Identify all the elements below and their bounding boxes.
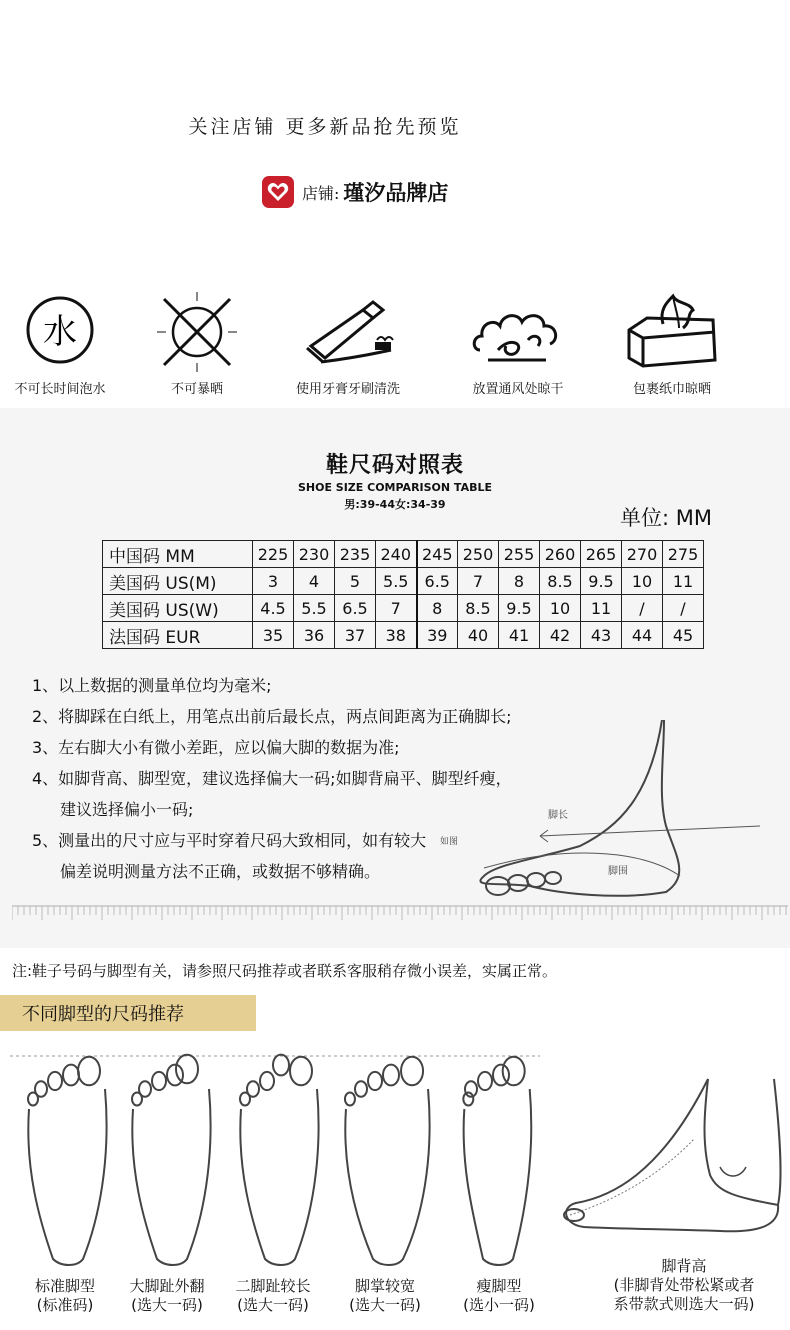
foot-type-advice: (选小一码) (463, 1296, 535, 1314)
size-row-label: 法国码 EUR (103, 622, 253, 649)
care-label: 使用牙膏牙刷清洗 (295, 382, 400, 397)
size-cell: 6.5 (417, 568, 458, 595)
shop-name: 瑾汐品牌店 (343, 181, 449, 205)
foot-type-bunion-label (112, 1277, 222, 1315)
size-chart-title: 鞋尺码对照表 (325, 453, 464, 478)
size-chart-unit: 单位: MM (620, 506, 712, 530)
foot-outline-illustration (234, 1049, 324, 1269)
foot-type-name: 脚背高 (661, 1257, 707, 1275)
heart-logo-icon (262, 176, 294, 208)
size-cell: 7 (376, 595, 417, 622)
size-cell: 8 (499, 568, 540, 595)
note-line: 5、测量出的尺寸应与平时穿着尺码大致相同，如有较大 (32, 831, 427, 850)
note-line: 4、如脚背高、脚型宽，建议选择偏大一码;如脚背扁平、脚型纤瘦， (32, 769, 512, 788)
shop-prefix-label: 店铺: (302, 183, 340, 203)
size-cell: 245 (417, 541, 458, 568)
size-cell: 235 (335, 541, 376, 568)
size-cell: 8.5 (458, 595, 499, 622)
foot-measure-diagram (440, 716, 785, 901)
foot-types-gallery (0, 1045, 790, 1330)
size-table-row (103, 541, 704, 568)
foot-type-advice: (非脚背处带松紧或者 (613, 1276, 755, 1294)
size-cell: 44 (622, 622, 663, 649)
shop-link[interactable] (262, 176, 448, 208)
foot-type-name: 瘦脚型 (476, 1277, 522, 1295)
foot-type-advice: (选大一码) (349, 1296, 421, 1314)
size-cell: 37 (335, 622, 376, 649)
size-cell: 5.5 (294, 595, 335, 622)
water-icon-text: 水 (43, 312, 77, 352)
size-cell: / (622, 595, 663, 622)
foot-type-advice: (选大一码) (131, 1296, 203, 1314)
size-cell: 4 (294, 568, 335, 595)
size-row-label: 中国码 MM (103, 541, 253, 568)
care-item-water (0, 288, 130, 397)
foot-type-name: 大脚趾外翻 (129, 1277, 205, 1295)
care-item-sun (127, 288, 267, 397)
care-label: 不可长时间泡水 (14, 382, 106, 397)
size-table-row (103, 595, 704, 622)
size-cell: 270 (622, 541, 663, 568)
size-cell: 6.5 (335, 595, 376, 622)
care-item-tissue (602, 288, 742, 397)
foot-type-standard-label (10, 1277, 120, 1315)
foot-type-slim-label (444, 1277, 554, 1315)
size-cell: 36 (294, 622, 335, 649)
care-instructions (0, 288, 790, 398)
no-sun-icon (152, 288, 242, 372)
foot-type-advice: (选大一码) (237, 1296, 309, 1314)
foot-types-header: 不同脚型的尺码推荐 (0, 995, 256, 1031)
size-cell: 250 (458, 541, 499, 568)
size-cell: 225 (253, 541, 294, 568)
size-table (102, 540, 704, 649)
foot-outline-illustration (342, 1049, 432, 1269)
size-cell: 265 (581, 541, 622, 568)
care-label: 不可暴晒 (170, 382, 223, 397)
size-row-label: 美国码 US(M) (103, 568, 253, 595)
size-cell: / (663, 595, 704, 622)
foot-type-name: 脚掌较宽 (354, 1277, 415, 1295)
care-item-wind (448, 288, 588, 397)
size-cell: 275 (663, 541, 704, 568)
size-cell: 11 (581, 595, 622, 622)
size-cell: 41 (499, 622, 540, 649)
care-label: 包裹纸巾晾晒 (632, 382, 711, 397)
size-cell: 10 (540, 595, 581, 622)
note-line: 2、将脚踩在白纸上，用笔点出前后最长点，两点间距离为正确脚长; (32, 707, 512, 726)
size-chart-panel (0, 408, 790, 948)
size-cell: 9.5 (499, 595, 540, 622)
size-row-label: 美国码 US(W) (103, 595, 253, 622)
size-chart-range: 男:39-44女:34-39 (344, 498, 446, 511)
foot-type-high-instep-label (586, 1257, 782, 1314)
note-line: 3、左右脚大小有微小差距，应以偏大脚的数据为准; (32, 738, 400, 757)
foot-type-name: 二脚趾较长 (235, 1277, 311, 1295)
wind-cloud-icon (468, 288, 568, 372)
size-cell: 45 (663, 622, 704, 649)
size-cell: 240 (376, 541, 417, 568)
high-instep-foot-illustration (560, 1075, 785, 1235)
note-line: 建议选择偏小一码; (60, 800, 194, 819)
size-cell: 10 (622, 568, 663, 595)
foot-outline-illustration (452, 1049, 542, 1269)
foot-type-long-second-toe-label (218, 1277, 328, 1315)
size-cell: 38 (376, 622, 417, 649)
care-label: 放置通风处晾干 (472, 382, 564, 397)
foot-type-advice: 系带款式则选大一码) (613, 1295, 755, 1313)
size-cell: 8.5 (540, 568, 581, 595)
size-cell: 8 (417, 595, 458, 622)
size-cell: 5.5 (376, 568, 417, 595)
foot-outline-illustration (126, 1049, 216, 1269)
follow-shop-text: 关注店铺 更多新品抢先预览 (188, 116, 462, 138)
size-cell: 260 (540, 541, 581, 568)
ruler-scale (12, 904, 788, 922)
diagram-label-wrap: 如图 (440, 837, 459, 847)
care-item-toothpaste (278, 288, 418, 397)
size-table-row (103, 568, 704, 595)
size-cell: 4.5 (253, 595, 294, 622)
size-chart-subtitle: SHOE SIZE COMPARISON TABLE (297, 481, 493, 494)
size-disclaimer: 注:鞋子号码与脚型有关，请参照尺码推荐或者联系客服稍存微小误差，实属正常。 (12, 962, 558, 980)
tissue-box-icon (617, 288, 727, 372)
size-cell: 35 (253, 622, 294, 649)
size-cell: 7 (458, 568, 499, 595)
foot-type-wide-label (330, 1277, 440, 1315)
foot-type-advice: (标准码) (36, 1296, 94, 1314)
size-cell: 255 (499, 541, 540, 568)
foot-type-name: 标准脚型 (34, 1277, 95, 1295)
toothpaste-brush-icon (293, 288, 403, 372)
foot-outline-illustration (22, 1049, 112, 1269)
size-cell: 5 (335, 568, 376, 595)
size-cell: 9.5 (581, 568, 622, 595)
size-cell: 42 (540, 622, 581, 649)
water-circle-icon (20, 288, 100, 368)
size-cell: 39 (417, 622, 458, 649)
diagram-label-girth: 脚围 (608, 866, 628, 877)
note-line: 偏差说明测量方法不正确，或数据不够精确。 (60, 862, 381, 881)
note-line: 1、以上数据的测量单位均为毫米; (32, 676, 272, 695)
size-cell: 43 (581, 622, 622, 649)
size-cell: 11 (663, 568, 704, 595)
size-cell: 3 (253, 568, 294, 595)
size-cell: 230 (294, 541, 335, 568)
diagram-label-length: 脚长 (548, 810, 568, 821)
size-cell: 40 (458, 622, 499, 649)
size-table-row (103, 622, 704, 649)
